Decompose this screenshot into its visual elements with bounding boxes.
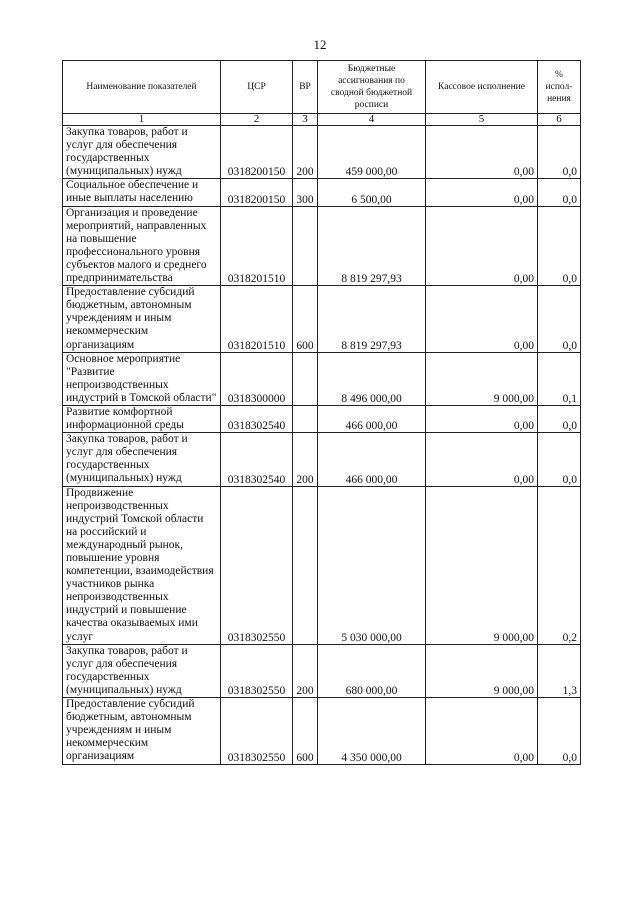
header-cash: Кассовое исполнение bbox=[426, 61, 538, 114]
row-pct: 0,0 bbox=[538, 433, 581, 486]
header-pct: % испол-нения bbox=[538, 61, 581, 114]
row-vr: 200 bbox=[293, 126, 318, 179]
row-name: Предоставление субсидий бюджетным, автономным учреждениям и иным некоммерческим организациям bbox=[63, 286, 221, 352]
column-number: 6 bbox=[538, 114, 581, 126]
row-vr bbox=[293, 405, 318, 432]
column-number: 1 bbox=[63, 114, 221, 126]
row-name: Закупка товаров, работ и услуг для обеспечения государственных (муниципальных) нужд bbox=[63, 644, 221, 697]
row-cash: 0,00 bbox=[426, 698, 538, 764]
row-budget: 8 819 297,93 bbox=[318, 206, 426, 286]
row-pct: 0,1 bbox=[538, 352, 581, 405]
row-budget: 8 496 000,00 bbox=[318, 352, 426, 405]
row-csr: 0318302540 bbox=[221, 433, 293, 486]
column-number: 2 bbox=[221, 114, 293, 126]
row-pct: 0,0 bbox=[538, 405, 581, 432]
row-budget: 680 000,00 bbox=[318, 644, 426, 697]
row-name: Закупка товаров, работ и услуг для обеспечения государственных (муниципальных) нужд bbox=[63, 433, 221, 486]
row-vr bbox=[293, 486, 318, 644]
row-budget: 466 000,00 bbox=[318, 405, 426, 432]
row-name: Продвижение непроизводственных индустрий Томской области на российский и международный рынок, повышение уровня компетенции, взаимодействия участников рынка непроизводственных индустрий и повышение качества оказываемых ими услуг bbox=[63, 486, 221, 644]
header-name: Наименование показателей bbox=[63, 61, 221, 114]
table-row bbox=[63, 286, 581, 352]
row-cash: 0,00 bbox=[426, 286, 538, 352]
row-csr: 0318201510 bbox=[221, 286, 293, 352]
row-cash: 9 000,00 bbox=[426, 352, 538, 405]
row-cash: 9 000,00 bbox=[426, 486, 538, 644]
row-budget: 5 030 000,00 bbox=[318, 486, 426, 644]
table-row bbox=[63, 644, 581, 697]
row-budget: 466 000,00 bbox=[318, 433, 426, 486]
row-vr bbox=[293, 352, 318, 405]
row-name: Предоставление субсидий бюджетным, автономным учреждениям и иным некоммерческим организациям bbox=[63, 698, 221, 764]
row-budget: 4 350 000,00 bbox=[318, 698, 426, 764]
row-vr: 600 bbox=[293, 286, 318, 352]
row-name: Социальное обеспечение и иные выплаты населению bbox=[63, 179, 221, 206]
page-number: 12 bbox=[313, 37, 327, 52]
row-pct: 0,0 bbox=[538, 179, 581, 206]
row-vr: 200 bbox=[293, 433, 318, 486]
row-pct: 0,0 bbox=[538, 698, 581, 764]
column-number: 5 bbox=[426, 114, 538, 126]
row-name: Развитие комфортной информационной среды bbox=[63, 405, 221, 432]
header-csr: ЦСР bbox=[221, 61, 293, 114]
header-vr: ВР bbox=[293, 61, 318, 114]
row-cash: 0,00 bbox=[426, 433, 538, 486]
row-csr: 0318302550 bbox=[221, 698, 293, 764]
table-row bbox=[63, 352, 581, 405]
row-name: Закупка товаров, работ и услуг для обеспечения государственных (муниципальных) нужд bbox=[63, 126, 221, 179]
table-header-row bbox=[63, 61, 581, 114]
table-row bbox=[63, 486, 581, 644]
table-row bbox=[63, 179, 581, 206]
header-budget: Бюджетные ассигнования по сводной бюджетной росписи bbox=[318, 61, 426, 114]
column-number-row bbox=[63, 114, 581, 126]
row-cash: 0,00 bbox=[426, 206, 538, 286]
row-cash: 9 000,00 bbox=[426, 644, 538, 697]
row-pct: 0,2 bbox=[538, 486, 581, 644]
row-cash: 0,00 bbox=[426, 126, 538, 179]
column-number: 4 bbox=[318, 114, 426, 126]
row-name: Основное мероприятие "Развитие непроизводственных индустрий в Томской области" bbox=[63, 352, 221, 405]
table-row bbox=[63, 206, 581, 286]
row-vr: 200 bbox=[293, 644, 318, 697]
table-row bbox=[63, 698, 581, 764]
row-csr: 0318302540 bbox=[221, 405, 293, 432]
row-vr bbox=[293, 206, 318, 286]
row-csr: 0318200150 bbox=[221, 126, 293, 179]
table-row bbox=[63, 405, 581, 432]
budget-execution-table bbox=[62, 60, 581, 765]
row-cash: 0,00 bbox=[426, 179, 538, 206]
table-row bbox=[63, 126, 581, 179]
row-pct: 0,0 bbox=[538, 286, 581, 352]
row-pct: 0,0 bbox=[538, 126, 581, 179]
row-cash: 0,00 bbox=[426, 405, 538, 432]
table-row bbox=[63, 433, 581, 486]
row-csr: 0318302550 bbox=[221, 486, 293, 644]
row-csr: 0318300000 bbox=[221, 352, 293, 405]
row-csr: 0318201510 bbox=[221, 206, 293, 286]
row-budget: 6 500,00 bbox=[318, 179, 426, 206]
row-vr: 300 bbox=[293, 179, 318, 206]
row-csr: 0318302550 bbox=[221, 644, 293, 697]
row-budget: 8 819 297,93 bbox=[318, 286, 426, 352]
row-name: Организация и проведение мероприятий, направленных на повышение профессионального уровня субъектов малого и среднего предпринимательства bbox=[63, 206, 221, 286]
row-csr: 0318200150 bbox=[221, 179, 293, 206]
column-number: 3 bbox=[293, 114, 318, 126]
row-pct: 1,3 bbox=[538, 644, 581, 697]
row-budget: 459 000,00 bbox=[318, 126, 426, 179]
row-vr: 600 bbox=[293, 698, 318, 764]
row-pct: 0,0 bbox=[538, 206, 581, 286]
